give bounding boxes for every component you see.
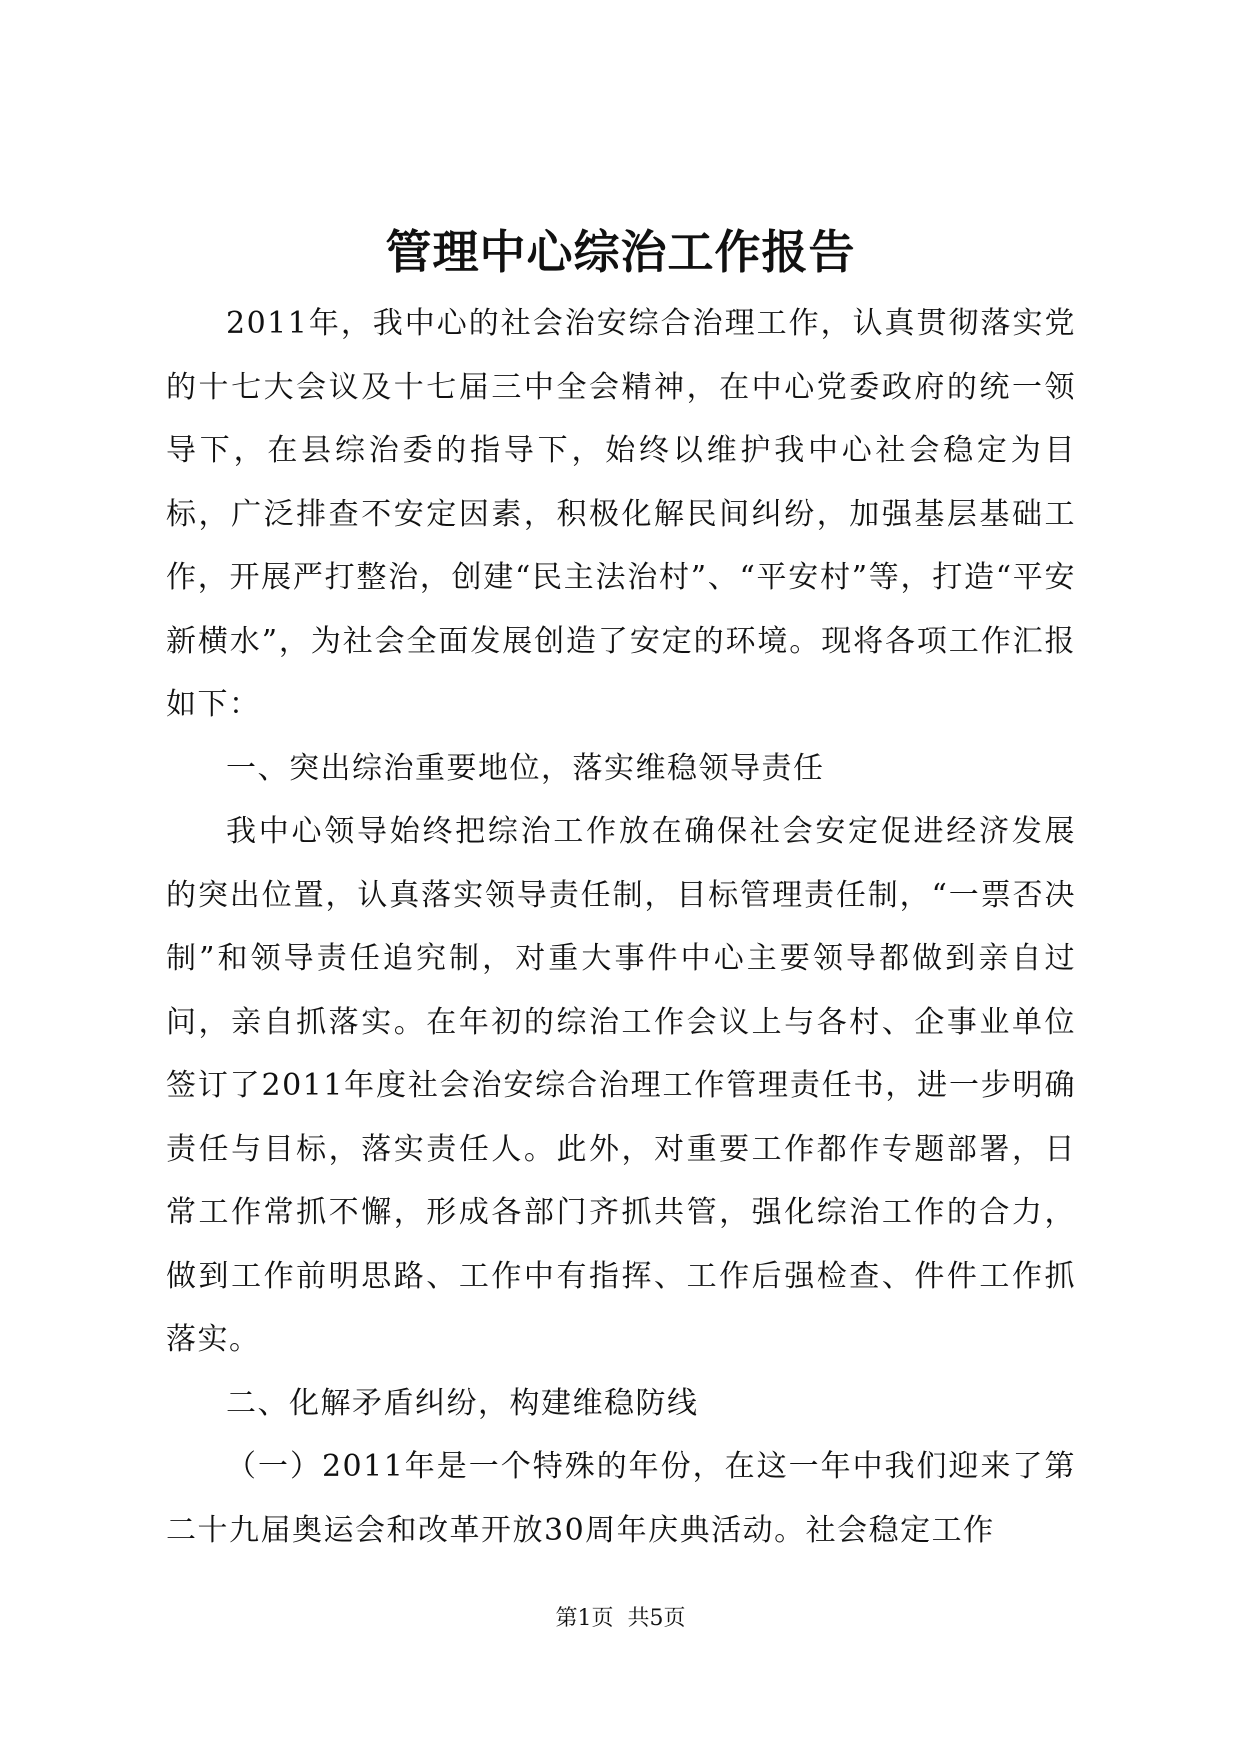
section-heading-2: 二、化解矛盾纠纷，构建维稳防线 (226, 1385, 699, 1421)
section-heading-1: 一、突出综治重要地位，落实维稳领导责任 (226, 750, 825, 786)
footer-middle: 页 共 (591, 1606, 650, 1631)
footer-total-pages: 5 (649, 1606, 664, 1631)
document-body (166, 292, 1076, 1562)
footer-page-number: 1 (577, 1606, 592, 1631)
paragraph-section-1: 我中心领导始终把综治工作放在确保社会安定促进经济发展的突出位置，认真落实领导责任制，目标管理责任制，“一票否决制”和领导责任追究制，对重大事件中心主要领导都做到亲自过问，亲自抓落实。在年初的综治工作会议上与各村、企事业单位签订了2011年度社会治安综合治理工作管理责任书，进一步明确责任与目标，落实责任人。此外，对重要工作都作专题部署，日常工作常抓不懈，形成各部门齐抓共管，强化综治工作的合力，做到工作前明思路、工作中有指挥、工作后强检查、件件工作抓落实。 (166, 814, 1076, 1357)
paragraph-section-2-item-1: （一）2011年是一个特殊的年份，在这一年中我们迎来了第二十九届奥运会和改革开放30周年庆典活动。社会稳定工作 (166, 1449, 1076, 1548)
page-footer (0, 1604, 1241, 1634)
paragraph-intro: 2011年，我中心的社会治安综合治理工作，认真贯彻落实党的十七大会议及十七届三中全会精神，在中心党委政府的统一领导下，在县综治委的指导下，始终以维护我中心社会稳定为目标，广泛排查不安定因素，积极化解民间纠纷，加强基层基础工作，开展严打整治，创建“民主法治村”、“平安村”等，打造“平安新横水”，为社会全面发展创造了安定的环境。现将各项工作汇报如下： (166, 306, 1076, 722)
footer-prefix: 第 (555, 1606, 578, 1631)
footer-suffix: 页 (663, 1606, 686, 1631)
document-title: 管理中心综治工作报告 (385, 225, 856, 279)
